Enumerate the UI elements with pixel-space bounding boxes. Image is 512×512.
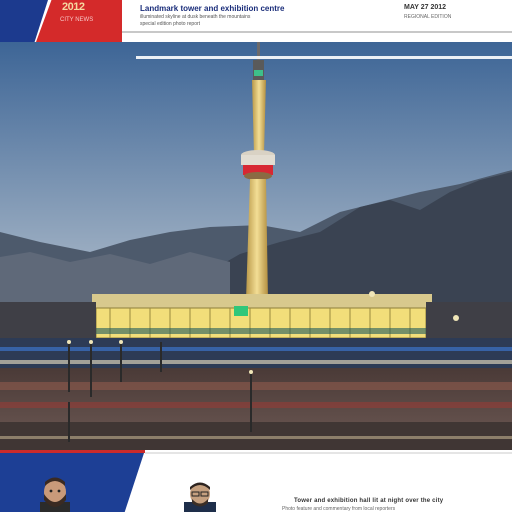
- columnist-avatar[interactable]: [184, 480, 216, 512]
- footer-red-rule: [0, 450, 145, 453]
- masthead-divider: [122, 31, 512, 33]
- reporter-avatar[interactable]: [40, 476, 70, 512]
- headline[interactable]: Landmark tower and exhibition centre: [140, 4, 285, 13]
- photo-accent-rule: [136, 56, 512, 59]
- logo-subtitle: CITY NEWS: [60, 17, 94, 23]
- logo[interactable]: 2012: [62, 1, 85, 13]
- footer-caption: Tower and exhibition hall lit at night over the city: [294, 498, 444, 504]
- dateline: MAY 27 2012: [404, 4, 447, 11]
- exhibition-hall: [92, 294, 432, 338]
- edition-label: REGIONAL EDITION: [404, 14, 452, 20]
- footer-blue-band: [0, 450, 145, 512]
- footer-caption-secondary: Photo feature and commentary from local reporters: [282, 506, 396, 512]
- footer-divider: [145, 452, 512, 454]
- subheadline: illuminated skyline at dusk beneath the mountains: [140, 14, 251, 20]
- cover-photo[interactable]: [0, 42, 512, 450]
- subheadline-secondary: special edition photo report: [140, 21, 201, 27]
